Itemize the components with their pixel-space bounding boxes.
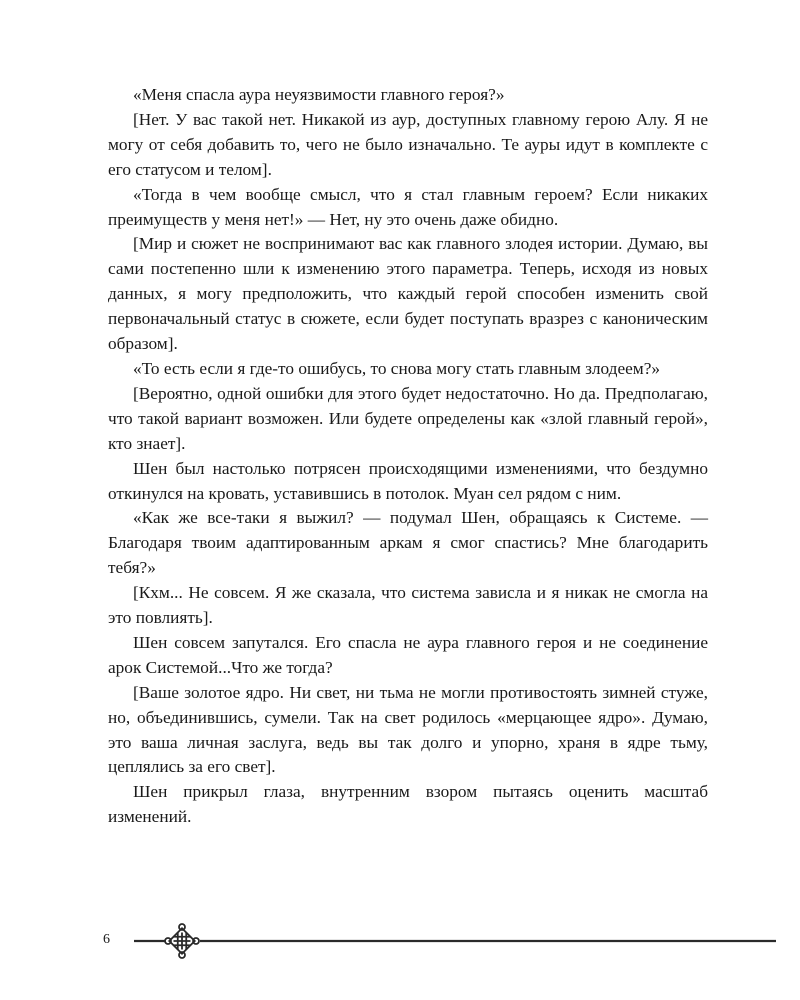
paragraph: [Ваше золотое ядро. Ни свет, ни тьма не могли противостоять зимней стуже, но, объединившись, сумели. Так на свет родилось «мерцающее ядро». Думаю, это ваша личная заслуга, ведь вы так долго и упорно, храня в ядре тьму, цеплялись за его свет]. [108, 682, 708, 777]
paragraph: [Нет. У вас такой нет. Никакой из аур, доступных главному герою Алу. Я не могу от себя добавить то, чего не было изначально. Те ауры идут в комплекте с его статусом и телом]. [108, 109, 708, 179]
paragraph: «Как же все-таки я выжил? — подумал Шен, обращаясь к Системе. — Благодаря твоим адаптированным аркам я смог спастись? Мне благодарить тебя?» [108, 508, 708, 578]
paragraph: [Кхм... Не совсем. Я же сказала, что система зависла и я никак не смогла на это повлиять]. [108, 583, 708, 628]
page-footer [0, 922, 800, 962]
endless-knot-icon [165, 924, 199, 958]
paragraph: [Вероятно, одной ошибки для этого будет недостаточно. Но да. Предполагаю, что такой вариант возможен. Или будете определены как «злой главный герой», кто знает]. [108, 383, 708, 453]
footer-rule [0, 922, 800, 962]
paragraph: Шен совсем запутался. Его спасла не аура главного героя и не соединение арок Системой...Что же тогда? [108, 632, 708, 677]
paragraph: Шен прикрыл глаза, внутренним взором пытаясь оценить масштаб изменений. [108, 782, 708, 827]
paragraph: «То есть если я где-то ошибусь, то снова могу стать главным злодеем?» [133, 358, 661, 378]
page-body-text [108, 83, 708, 830]
paragraph: Шен был настолько потрясен происходящими изменениями, что бездумно откинулся на кровать, уставившись в потолок. Муан сел рядом с ним. [108, 458, 708, 503]
page-number: 6 [103, 932, 110, 947]
paragraph: «Меня спасла аура неуязвимости главного героя?» [133, 85, 505, 104]
paragraph: «Тогда в чем вообще смысл, что я стал главным героем? Если никаких преимуществ у меня нет!» — Нет, ну это очень даже обидно. [108, 184, 708, 229]
paragraph: [Мир и сюжет не воспринимают вас как главного злодея истории. Думаю, вы сами постепенно шли к изменению этого параметра. Теперь, исходя из новых данных, я могу предположить, что каждый герой способен изменить свой первоначальный статус в сюжете, если будет поступать вразрез с каноническим образом]. [108, 234, 708, 354]
